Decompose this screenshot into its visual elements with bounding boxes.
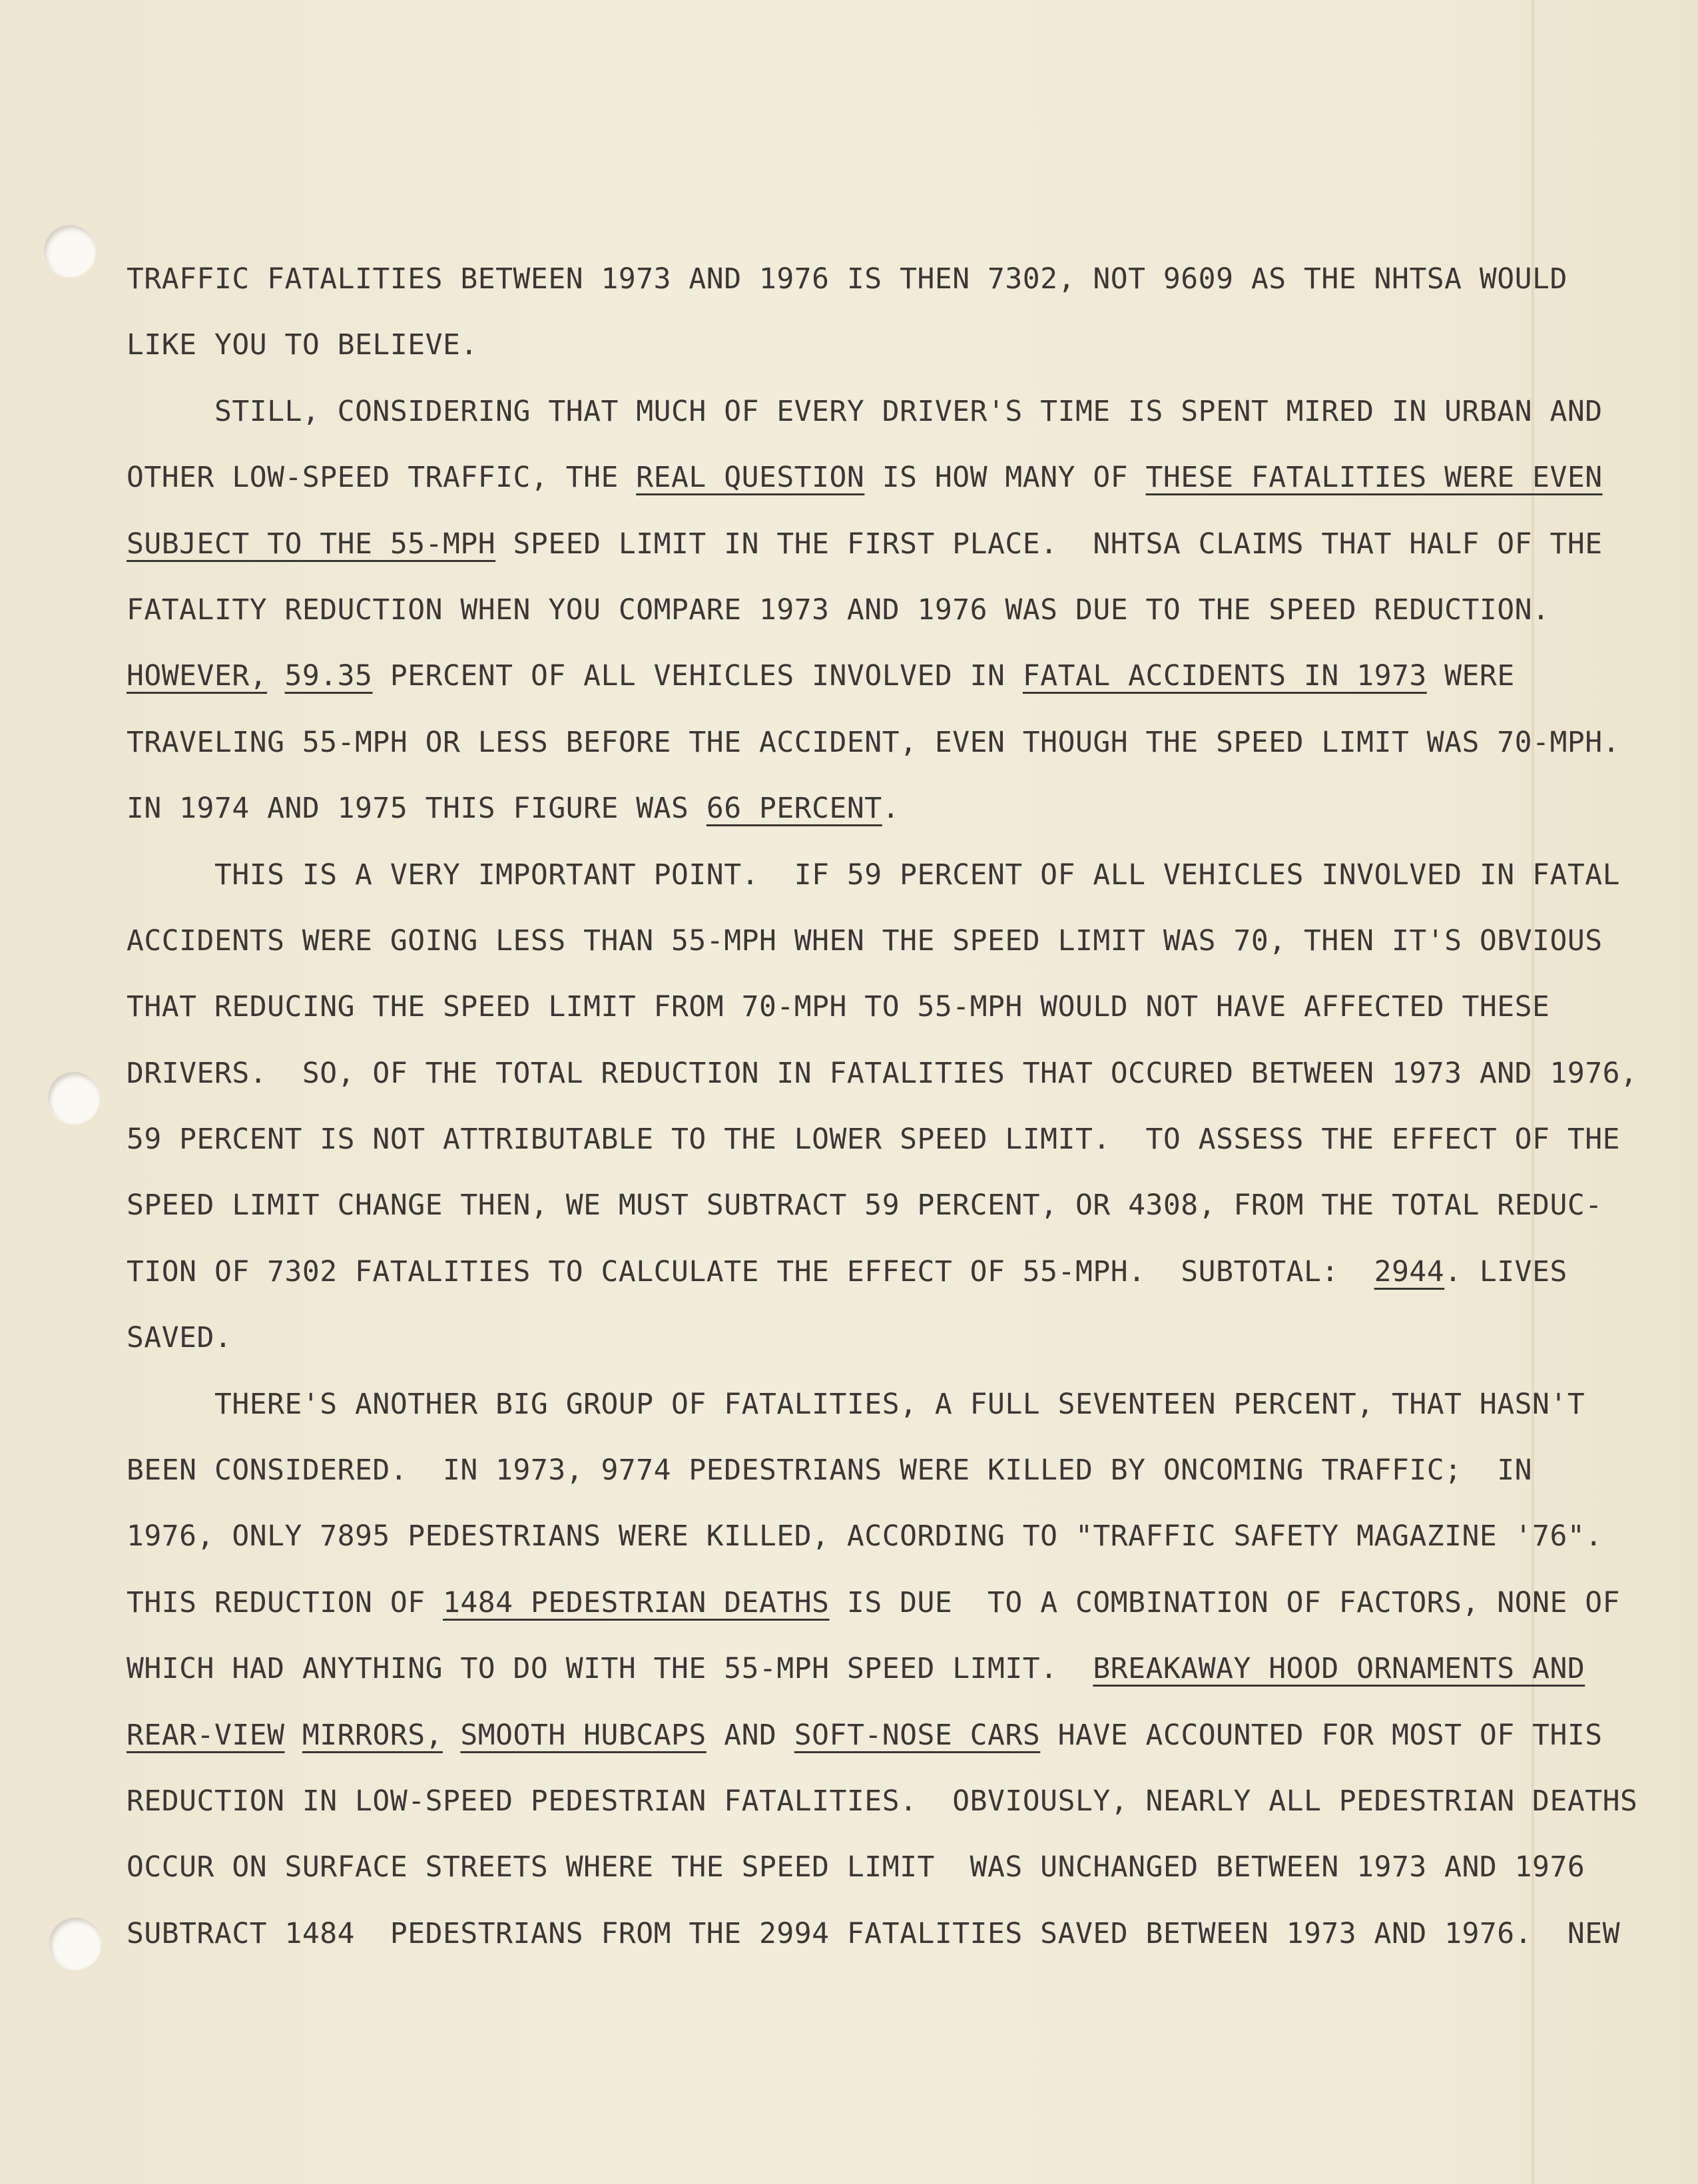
text-segment: 1976, ONLY 7895 PEDESTRIANS WERE KILLED, ACCORDING TO "TRAFFIC SAFETY MAGAZINE '76".	[127, 1519, 1603, 1553]
underlined-text: 1484 PEDESTRIAN DEATHS	[443, 1585, 830, 1619]
underlined-text: 59.35	[284, 659, 373, 693]
underlined-text: SOFT-NOSE CARS	[794, 1718, 1041, 1752]
text-segment: WERE	[1426, 659, 1515, 693]
text-line	[127, 842, 1620, 908]
text-segment: LIKE YOU TO BELIEVE.	[127, 328, 478, 362]
text-segment: FATALITY REDUCTION WHEN YOU COMPARE 1973 AND 1976 WAS DUE TO THE SPEED REDUCTION.	[127, 593, 1550, 627]
text-segment: TRAVELING 55-MPH OR LESS BEFORE THE ACCIDENT, EVEN THOUGH THE SPEED LIMIT WAS 70-MPH.	[127, 725, 1620, 759]
text-line	[127, 908, 1603, 974]
text-line	[127, 511, 1603, 577]
text-segment: .	[882, 792, 900, 826]
text-line	[127, 1503, 1603, 1569]
text-segment: ACCIDENTS WERE GOING LESS THAN 55-MPH WHEN THE SPEED LIMIT WAS 70, THEN IT'S OBVIOUS	[127, 924, 1603, 957]
underlined-text: SMOOTH HUBCAPS	[460, 1718, 707, 1752]
text-segment	[267, 659, 284, 692]
text-line	[127, 710, 1620, 776]
text-segment: OTHER LOW-SPEED TRAFFIC, THE	[127, 461, 637, 495]
underlined-text: REAR-VIEW	[127, 1718, 285, 1752]
text-line	[127, 1703, 1603, 1769]
underlined-text: HOWEVER,	[127, 659, 268, 693]
text-segment: 59 PERCENT IS NOT ATTRIBUTABLE TO THE LOWER SPEED LIMIT. TO ASSESS THE EFFECT OF THE	[127, 1123, 1620, 1157]
underlined-text: BREAKAWAY HOOD ORNAMENTS AND	[1093, 1652, 1585, 1686]
text-line	[127, 246, 1567, 312]
underlined-text: FATAL ACCIDENTS IN 1973	[1022, 659, 1427, 693]
text-line	[127, 1769, 1638, 1834]
text-segment	[285, 1719, 302, 1752]
text-line	[127, 1173, 1603, 1238]
text-segment: SPEED LIMIT CHANGE THEN, WE MUST SUBTRACT 59 PERCENT, OR 4308, FROM THE TOTAL REDUC-	[127, 1189, 1603, 1223]
text-segment: THIS REDUCTION OF	[127, 1585, 443, 1619]
text-segment: PERCENT OF ALL VEHICLES INVOLVED IN	[372, 659, 1023, 693]
text-line	[127, 312, 1558, 378]
underlined-text: 2944	[1374, 1254, 1445, 1288]
text-line	[127, 1239, 1567, 1305]
text-line	[127, 1570, 1621, 1636]
text-segment: WHICH HAD ANYTHING TO DO WITH THE 55-MPH SPEED LIMIT.	[127, 1652, 1093, 1686]
text-segment: HAVE ACCOUNTED FOR MOST OF THIS	[1040, 1718, 1603, 1752]
typed-text-body	[127, 246, 1638, 1967]
text-line	[127, 643, 1558, 709]
text-segment: OCCUR ON SURFACE STREETS WHERE THE SPEED LIMIT WAS UNCHANGED BETWEEN 1973 AND 1976	[127, 1850, 1585, 1884]
underlined-text: REAL QUESTION	[636, 461, 865, 495]
text-segment: BEEN CONSIDERED. IN 1973, 9774 PEDESTRIANS WERE KILLED BY ONCOMING TRAFFIC; IN	[127, 1454, 1533, 1488]
text-segment: STILL, CONSIDERING THAT MUCH OF EVERY DRIVER'S TIME IS SPENT MIRED IN URBAN AND	[127, 394, 1603, 428]
text-line	[127, 577, 1558, 643]
text-segment: THAT REDUCING THE SPEED LIMIT FROM 70-MPH TO 55-MPH WOULD NOT HAVE AFFECTED THESE	[127, 990, 1550, 1024]
text-segment: THIS IS A VERY IMPORTANT POINT. IF 59 PERCENT OF ALL VEHICLES INVOLVED IN FATAL	[127, 858, 1620, 892]
text-segment: . LIVES	[1444, 1254, 1567, 1288]
punch-hole-middle	[48, 1072, 100, 1124]
text-line	[127, 974, 1558, 1040]
text-segment: DRIVERS. SO, OF THE TOTAL REDUCTION IN FATALITIES THAT OCCURED BETWEEN 1973 AND 1976,	[127, 1056, 1638, 1090]
underlined-text: THESE FATALITIES WERE EVEN	[1145, 461, 1603, 495]
text-segment: AND	[706, 1718, 794, 1752]
text-line	[127, 1305, 1558, 1371]
text-line	[127, 1041, 1638, 1107]
text-line	[127, 1834, 1585, 1900]
text-segment	[443, 1719, 460, 1752]
text-line	[127, 1438, 1558, 1503]
text-line	[127, 1372, 1585, 1438]
underlined-text: 66 PERCENT	[706, 792, 882, 826]
underlined-text: MIRRORS,	[302, 1718, 443, 1752]
text-line	[127, 776, 1558, 842]
punch-hole-top	[44, 225, 96, 277]
text-segment: SAVED.	[127, 1321, 232, 1355]
text-segment: TION OF 7302 FATALITIES TO CALCULATE THE EFFECT OF 55-MPH. SUBTOTAL:	[127, 1254, 1374, 1288]
text-segment: SPEED LIMIT IN THE FIRST PLACE. NHTSA CLAIMS THAT HALF OF THE	[495, 527, 1603, 561]
text-line	[127, 1901, 1620, 1967]
text-segment: TRAFFIC FATALITIES BETWEEN 1973 AND 1976 IS THEN 7302, NOT 9609 AS THE NHTSA WOULD	[127, 262, 1567, 296]
text-segment: IS HOW MANY OF	[864, 461, 1146, 495]
text-segment: THERE'S ANOTHER BIG GROUP OF FATALITIES, A FULL SEVENTEEN PERCENT, THAT HASN'T	[127, 1387, 1585, 1421]
text-line	[127, 1107, 1620, 1173]
text-segment: IN 1974 AND 1975 THIS FIGURE WAS	[127, 792, 707, 826]
text-line	[127, 1636, 1585, 1702]
text-line	[127, 379, 1603, 445]
text-line	[127, 445, 1603, 511]
underlined-text: SUBJECT TO THE 55-MPH	[127, 527, 496, 561]
text-segment: REDUCTION IN LOW-SPEED PEDESTRIAN FATALITIES. OBVIOUSLY, NEARLY ALL PEDESTRIAN DEATHS	[127, 1784, 1638, 1818]
text-segment: IS DUE TO A COMBINATION OF FACTORS, NONE OF	[829, 1585, 1621, 1619]
text-segment: SUBTRACT 1484 PEDESTRIANS FROM THE 2994 FATALITIES SAVED BETWEEN 1973 AND 1976. NEW	[127, 1916, 1620, 1950]
punch-hole-bottom	[49, 1918, 101, 1970]
